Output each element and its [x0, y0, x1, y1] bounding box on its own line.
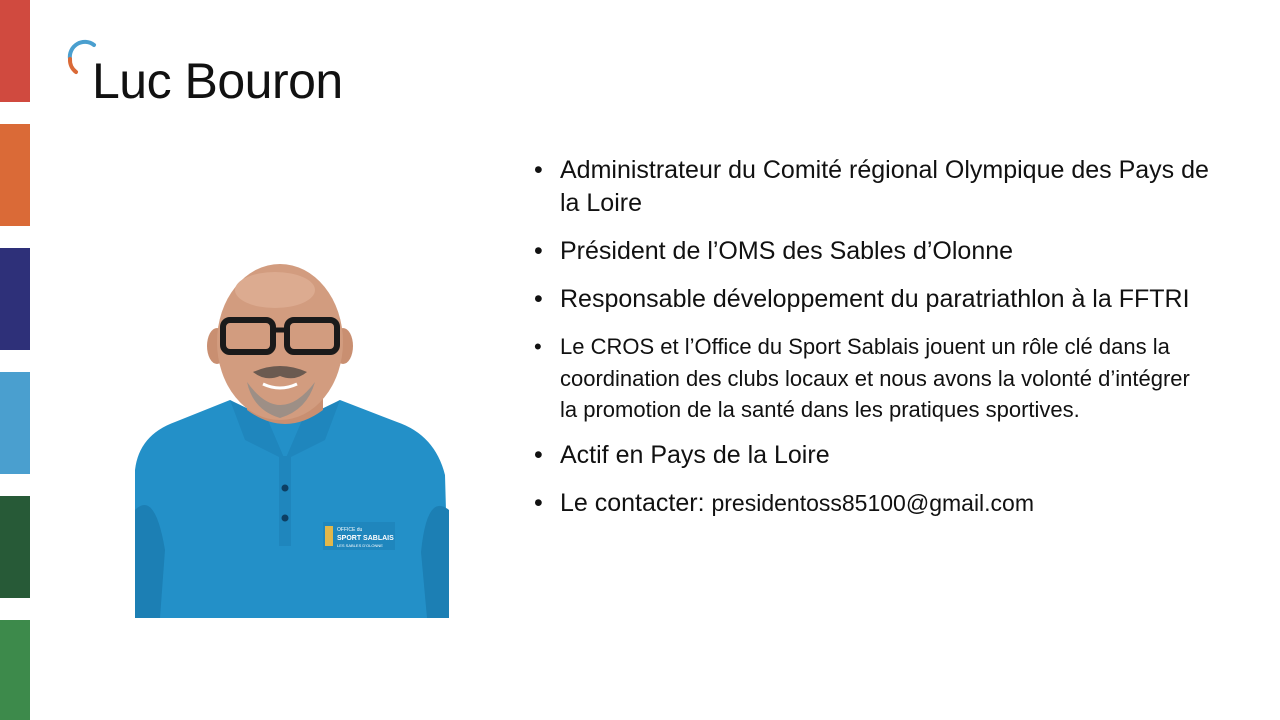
bullet-item: • Responsable développement du paratriathlon à la FFTRI — [532, 283, 1212, 316]
bullet-item: • Actif en Pays de la Loire — [532, 439, 1212, 472]
shirt-logo-line2: SPORT SABLAIS — [337, 535, 394, 542]
shirt-logo-line3: LES SABLES D'OLONNE — [337, 543, 383, 548]
bullet-item: • Président de l’OMS des Sables d’Olonne — [532, 235, 1212, 268]
red-color-band — [0, 0, 30, 102]
light-blue-color-band — [0, 372, 30, 474]
contact-label: Le contacter: — [560, 488, 712, 517]
shirt-logo-line1: OFFICE du — [337, 527, 363, 533]
contact-email-link[interactable]: presidentoss85100@gmail.com — [711, 489, 1035, 516]
page-title: Luc Bouron — [92, 53, 343, 109]
contact-bullet — [532, 487, 1212, 520]
navy-color-band — [0, 248, 30, 350]
green-color-band — [0, 620, 30, 720]
bullet-list — [532, 154, 1212, 535]
dark-green-color-band — [0, 496, 30, 598]
bullet-item: • Le CROS et l’Office du Sport Sablais jouent un rôle clé dans la coordination des clubs locaux et nous avons la volonté d’intégrer la promotion de la santé dans les pratiques sportives. — [532, 331, 1212, 426]
bullet-item: • Administrateur du Comité régional Olympique des Pays de la Loire — [532, 154, 1212, 220]
orange-color-band — [0, 124, 30, 226]
portrait-photo — [135, 260, 449, 618]
shirt-logo — [323, 522, 395, 550]
